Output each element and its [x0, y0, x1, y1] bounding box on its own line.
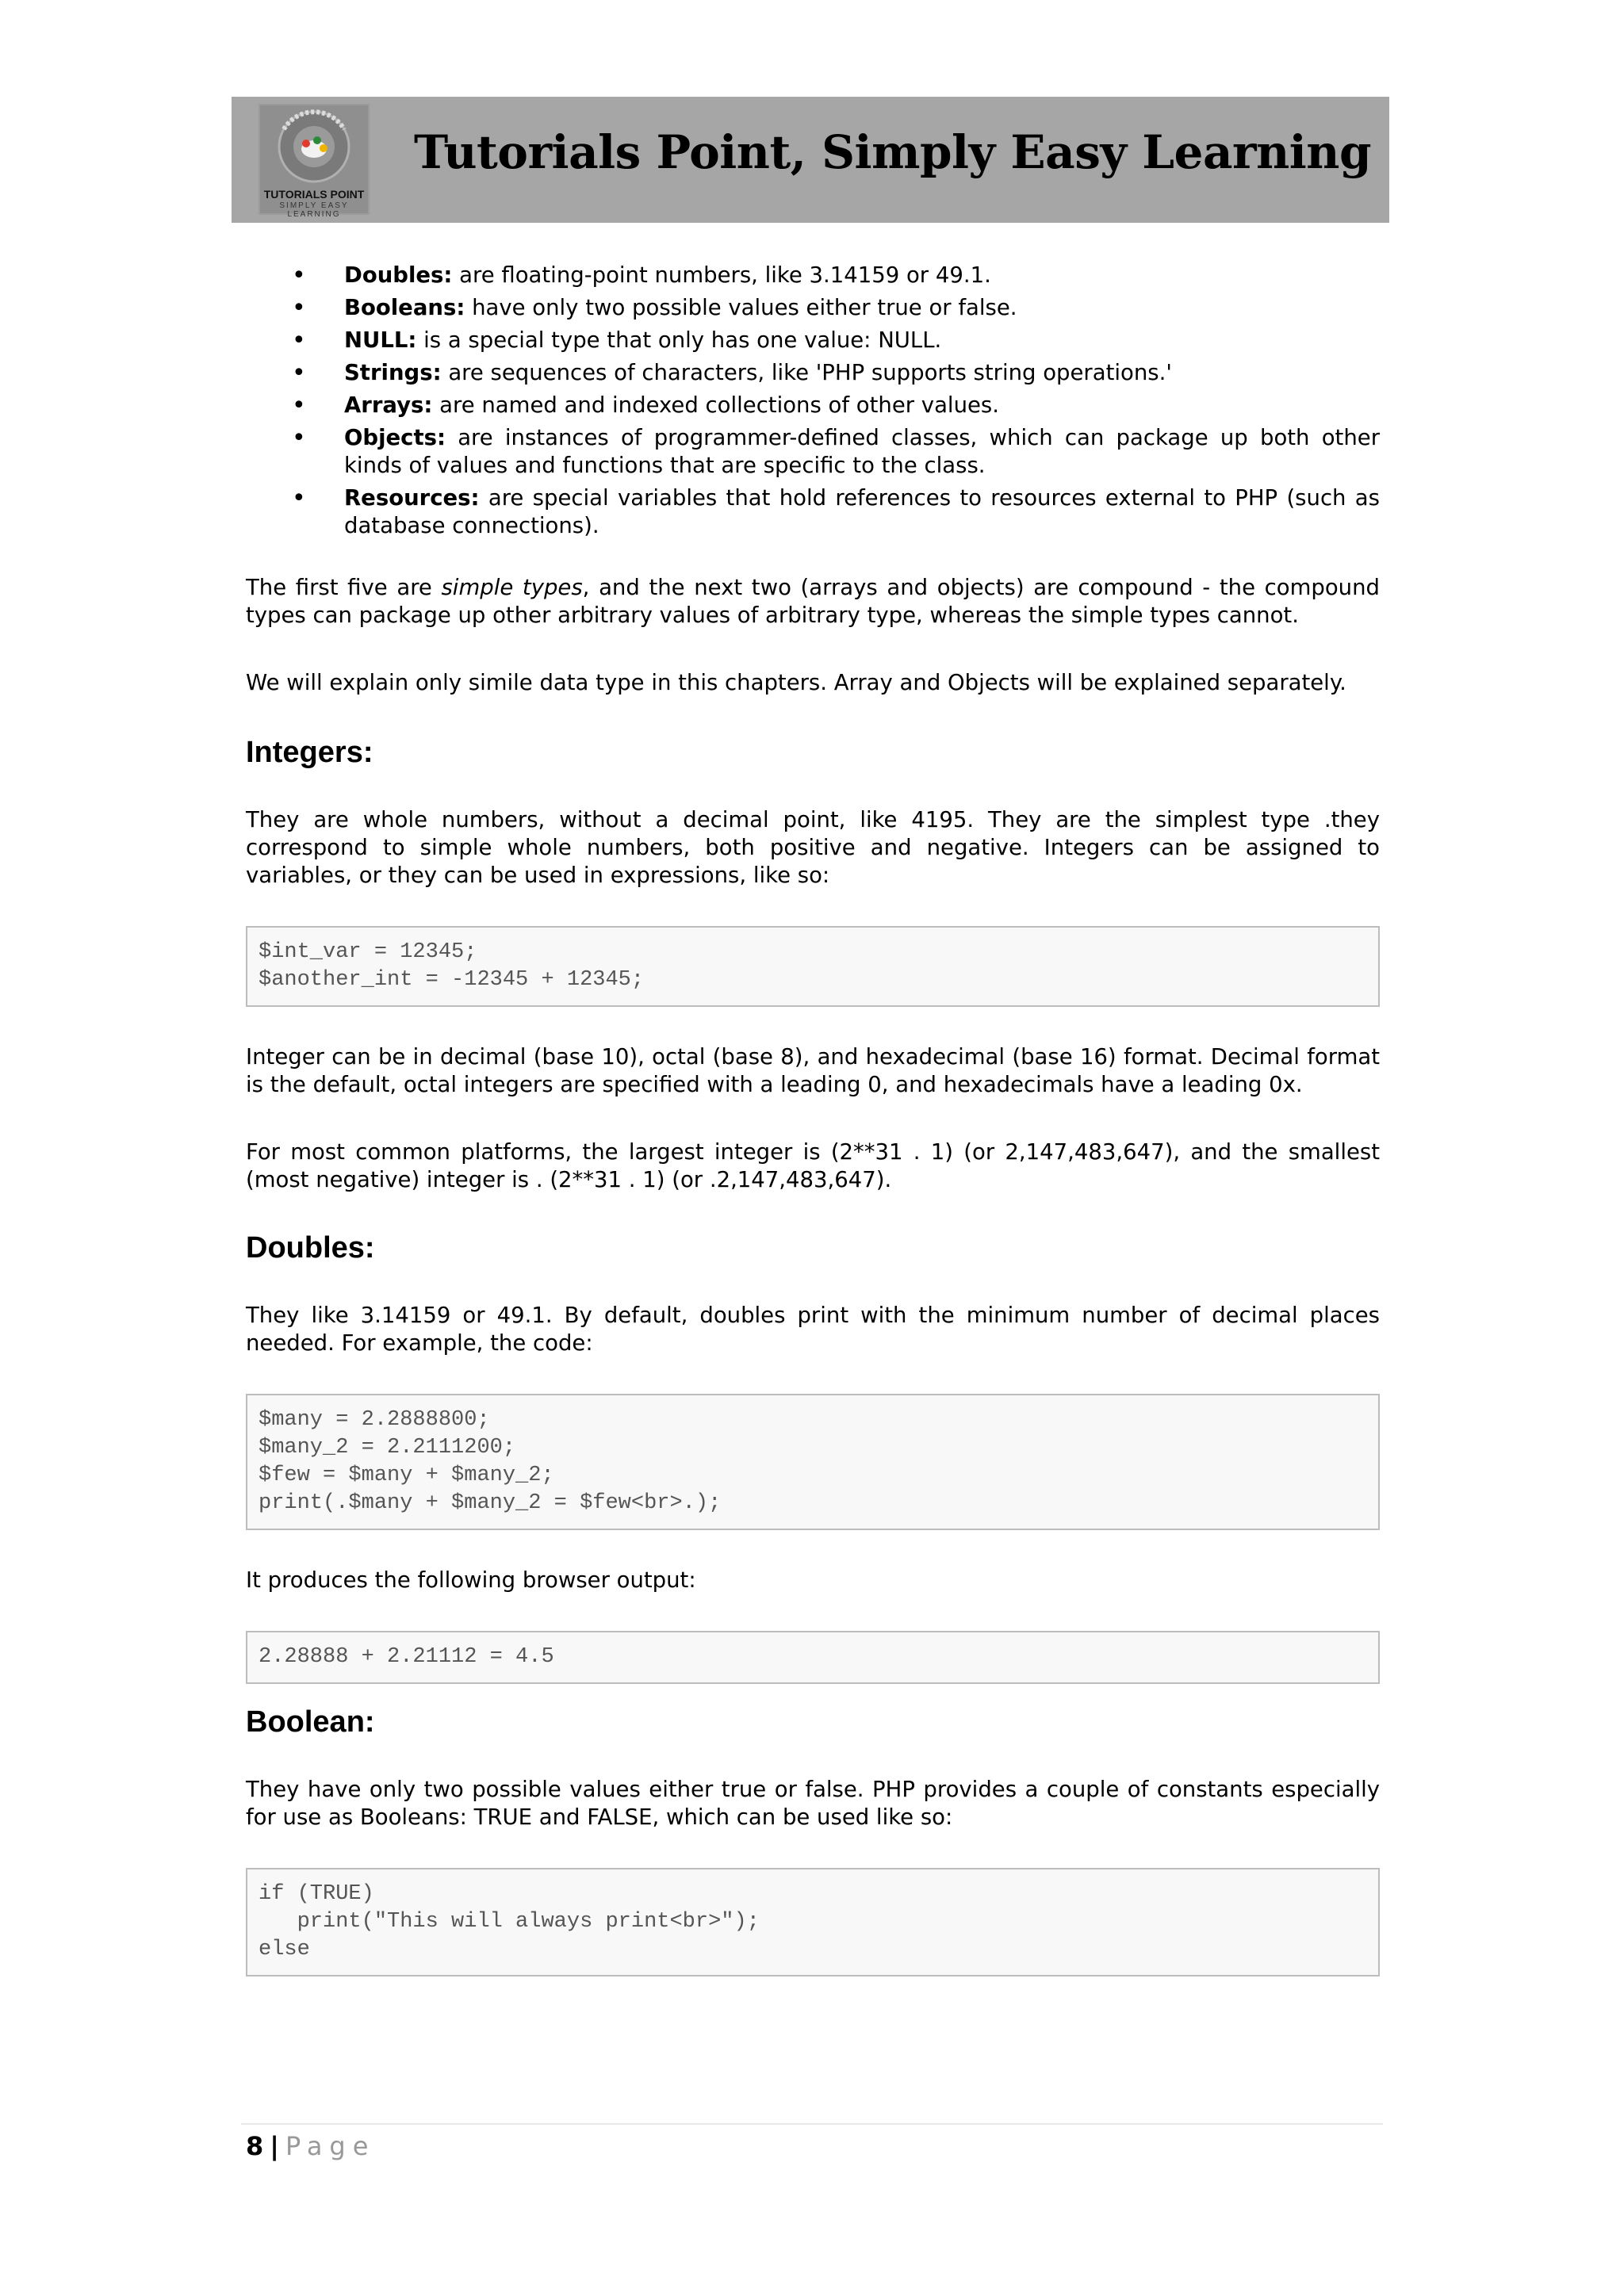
integers-heading: Integers: — [246, 736, 373, 769]
page-label: Page — [285, 2131, 376, 2161]
list-item: • Resources: are special variables that hold references to resources external to PHP (such as database connections). — [292, 484, 1380, 538]
footer-separator: | — [270, 2131, 279, 2161]
integers-code-block: $int_var = 12345; $another_int = -12345 + 12345; — [246, 926, 1380, 1007]
boolean-heading: Boolean: — [246, 1705, 375, 1739]
logo-tagline: SIMPLY EASY LEARNING — [279, 201, 349, 219]
data-types-list — [246, 262, 1380, 540]
list-item: • Objects: are instances of programmer-defined classes, which can package up both other kinds of values and functions that are specific to the class. — [292, 424, 1380, 478]
integer-format-paragraph: Integer can be in decimal (base 10), octal (base 8), and hexadecimal (base 16) format. Decimal format is the default, octal integers are specified with a leading 0, and hexadecimals have a leading 0x. — [246, 1044, 1380, 1097]
list-item: • NULL: is a special type that only has one value: NULL. — [292, 327, 942, 354]
list-item: • Arrays: are named and indexed collections of other values. — [292, 392, 999, 419]
list-item: • Doubles: are floating-point numbers, like 3.14159 or 49.1. — [292, 262, 991, 289]
doubles-output-intro: It produces the following browser output: — [246, 1567, 696, 1593]
list-item: • Booleans: have only two possible values either true or false. — [292, 294, 1017, 322]
page-header — [232, 97, 1389, 223]
doubles-intro: They like 3.14159 or 49.1. By default, doubles print with the minimum number of decimal places needed. For example, the code: — [246, 1303, 1380, 1356]
page-number: 8 — [246, 2131, 264, 2161]
page-content — [246, 262, 1380, 1976]
integers-intro: They are whole numbers, without a decimal point, like 4195. They are the simplest type .they correspond to simple whole numbers, both positive and negative. Integers can be assigned to variables, or they can be used in expressions, like so: — [246, 807, 1380, 888]
logo-brand-text: TUTORIALS POINT — [263, 188, 365, 201]
list-item: • Strings: are sequences of characters, like 'PHP supports string operations.' — [292, 359, 1172, 387]
doubles-code-block: $many = 2.2888800; $many_2 = 2.2111200; $few = $many + $many_2; print(.$many + $many_2 = $few<br>.); — [246, 1394, 1380, 1530]
integer-range-paragraph: For most common platforms, the largest integer is (2**31 . 1) (or 2,147,483,647), and the smallest (most negative) integer is . (2**31 . 1) (or .2,147,483,647). — [246, 1139, 1380, 1192]
page-footer — [246, 2131, 375, 2161]
doubles-output-block: 2.28888 + 2.21112 = 4.5 — [246, 1631, 1380, 1684]
tutorials-point-logo — [259, 104, 370, 219]
doubles-heading: Doubles: — [246, 1231, 375, 1265]
simple-types-paragraph: The first five are simple types, and the next two (arrays and objects) are compound - the compound types can package up other arbitrary values of arbitrary type, whereas the simple types cannot. — [246, 575, 1380, 628]
boolean-intro: They have only two possible values either true or false. PHP provides a couple of constants especially for use as Booleans: TRUE and FALSE, which can be used like so: — [246, 1777, 1380, 1830]
explain-paragraph: We will explain only simile data type in this chapters. Array and Objects will be explained separately. — [246, 670, 1346, 695]
boolean-code-block: if (TRUE) print("This will always print<br>"); else — [246, 1868, 1380, 1976]
header-title: Tutorials Point, Simply Easy Learning — [414, 125, 1372, 179]
footer-divider — [241, 2123, 1383, 2125]
